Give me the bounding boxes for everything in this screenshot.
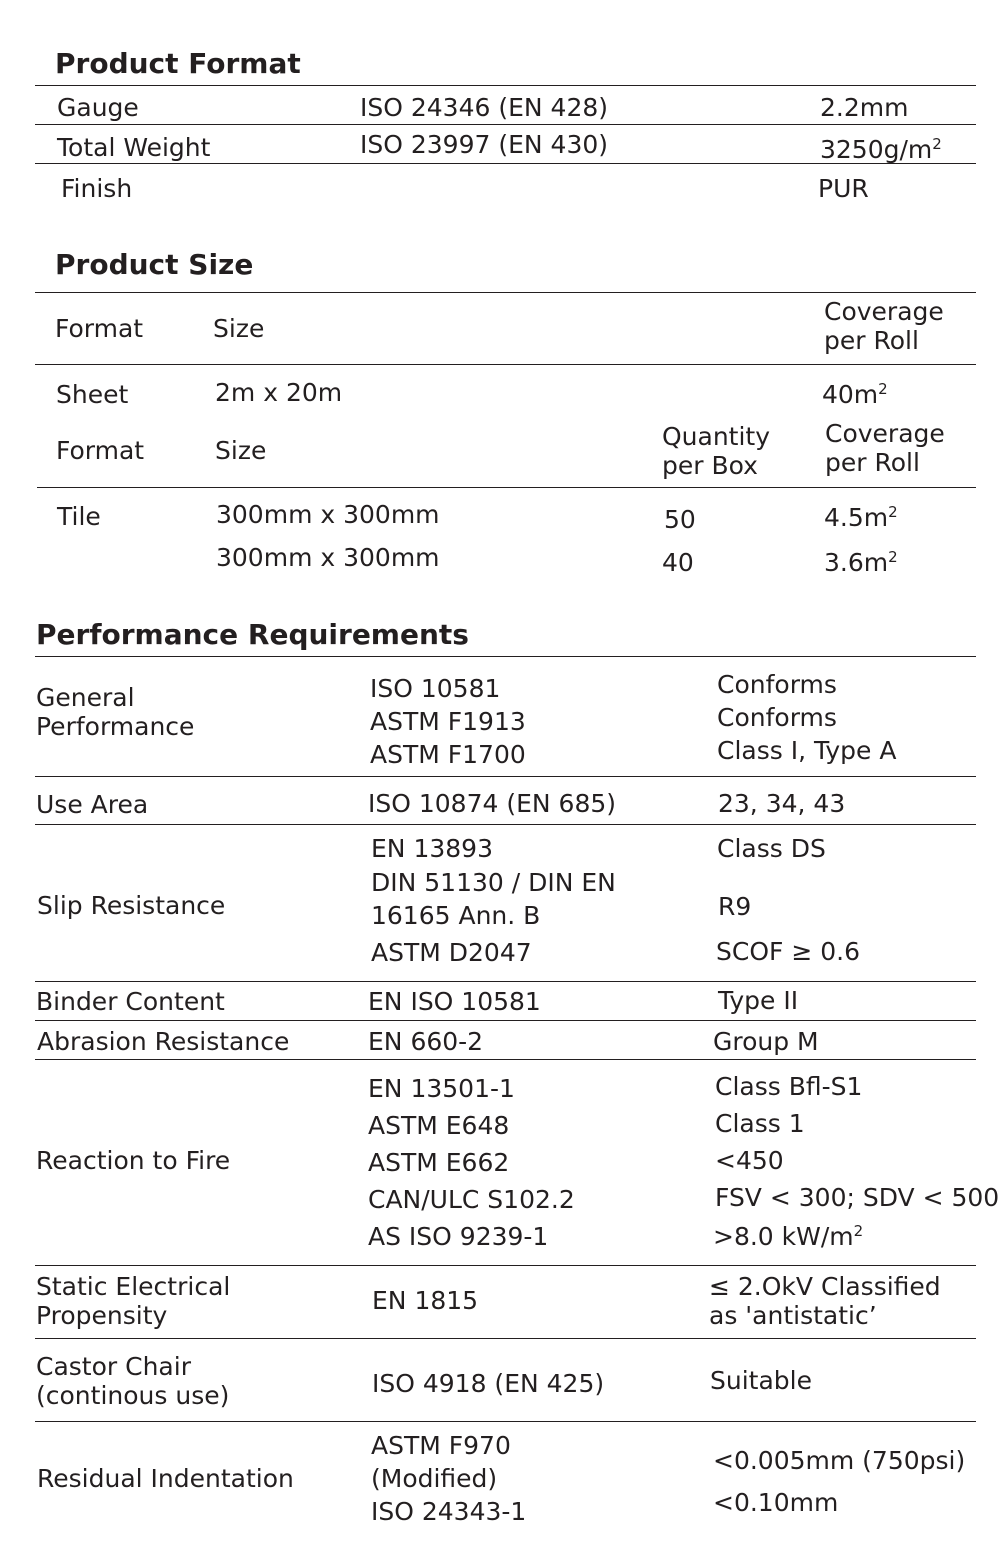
sheet-coverage: $40m^2$ bbox=[822, 380, 888, 409]
binder-content-label: Binder Content bbox=[36, 987, 225, 1016]
tile-coverage: $3.6m^2$ bbox=[824, 548, 898, 577]
divider bbox=[35, 1338, 976, 1339]
tile-quantity: 50 bbox=[664, 505, 696, 534]
performance-heading: Performance Requirements bbox=[36, 618, 469, 651]
general-performance-results: Conforms Conforms Class I, Type A bbox=[717, 670, 897, 765]
use-area-standard: ISO 10874 (EN 685) bbox=[368, 789, 617, 818]
reaction-to-fire-result: >8.0 $kW/m^2$ bbox=[713, 1222, 864, 1251]
tile-coverage-header: Coverage per Roll bbox=[825, 419, 945, 477]
total-weight-label: Total Weight bbox=[57, 133, 211, 162]
gauge-value: 2.2mm bbox=[820, 93, 909, 122]
tile-quantity: 40 bbox=[662, 548, 694, 577]
use-area-label: Use Area bbox=[36, 790, 149, 819]
general-performance-label: General Performance bbox=[36, 683, 195, 741]
tile-coverage: $4.5m^2$ bbox=[824, 503, 898, 532]
castor-chair-standard: ISO 4918 (EN 425) bbox=[372, 1369, 605, 1398]
sheet-format-header: Format bbox=[55, 314, 144, 343]
divider bbox=[35, 824, 976, 825]
divider bbox=[35, 1421, 976, 1422]
reaction-to-fire-results: Class Bfl-S1 Class 1 <450 FSV < 300; SDV < 500 bbox=[715, 1072, 1000, 1212]
divider bbox=[35, 776, 976, 777]
gauge-label: Gauge bbox=[57, 93, 139, 122]
reaction-to-fire-label: Reaction to Fire bbox=[36, 1146, 231, 1175]
divider bbox=[35, 364, 976, 365]
abrasion-resistance-standard: EN 660-2 bbox=[368, 1027, 484, 1056]
reaction-to-fire-standards: EN 13501-1 ASTM E648 ASTM E662 CAN/ULC S102.2 AS ISO 9239-1 bbox=[368, 1074, 575, 1251]
residual-indentation-label: Residual Indentation bbox=[37, 1464, 294, 1493]
tile-quantity-header: Quantity per Box bbox=[662, 422, 771, 480]
tile-size: 300mm x 300mm bbox=[216, 500, 440, 529]
divider bbox=[35, 1020, 976, 1021]
general-performance-standards: ISO 10581 ASTM F1913 ASTM F1700 bbox=[370, 674, 526, 769]
tile-format-header: Format bbox=[56, 436, 145, 465]
slip-result: R9 bbox=[718, 892, 752, 921]
tile-size: 300mm x 300mm bbox=[216, 543, 440, 572]
sheet-coverage-header: Coverage per Roll bbox=[824, 297, 944, 355]
sheet-size-header: Size bbox=[213, 314, 265, 343]
abrasion-resistance-label: Abrasion Resistance bbox=[37, 1027, 290, 1056]
binder-content-standard: EN ISO 10581 bbox=[368, 987, 541, 1016]
divider bbox=[35, 1059, 976, 1060]
tile-size-header: Size bbox=[215, 436, 267, 465]
divider bbox=[35, 124, 976, 125]
product-size-heading: Product Size bbox=[55, 248, 254, 281]
product-format-heading: Product Format bbox=[55, 47, 301, 80]
castor-chair-label: Castor Chair (continous use) bbox=[36, 1352, 230, 1410]
slip-resistance-label: Slip Resistance bbox=[37, 891, 226, 920]
abrasion-resistance-result: Group M bbox=[713, 1027, 819, 1056]
divider bbox=[35, 292, 976, 293]
finish-label: Finish bbox=[61, 174, 133, 203]
binder-content-result: Type II bbox=[718, 986, 799, 1015]
static-electrical-result: ≤ 2.OkV Classified as 'antistatic’ bbox=[709, 1272, 941, 1330]
gauge-standard: ISO 24346 (EN 428) bbox=[360, 93, 609, 122]
slip-result: Class DS bbox=[717, 834, 826, 863]
static-electrical-label: Static Electrical Propensity bbox=[36, 1272, 231, 1330]
sheet-size: 2m x 20m bbox=[215, 378, 343, 407]
divider bbox=[35, 163, 976, 164]
finish-value: PUR bbox=[818, 174, 869, 203]
divider bbox=[35, 656, 976, 657]
divider bbox=[35, 981, 976, 982]
castor-chair-result: Suitable bbox=[710, 1366, 812, 1395]
use-area-result: 23, 34, 43 bbox=[718, 789, 846, 818]
sheet-format: Sheet bbox=[56, 380, 129, 409]
total-weight-value: $3250g/m^2$ bbox=[820, 135, 942, 164]
tile-format: Tile bbox=[57, 502, 101, 531]
divider bbox=[37, 487, 976, 488]
slip-standard: DIN 51130 / DIN EN 16165 Ann. B bbox=[371, 868, 616, 930]
total-weight-standard: ISO 23997 (EN 430) bbox=[360, 130, 609, 159]
static-electrical-standard: EN 1815 bbox=[372, 1286, 479, 1315]
slip-result: SCOF ≥ 0.6 bbox=[716, 937, 860, 966]
residual-indentation-standards: ASTM F970 (Modified) ISO 24343-1 bbox=[371, 1431, 527, 1526]
slip-standard: EN 13893 bbox=[371, 834, 493, 863]
divider bbox=[35, 85, 976, 86]
residual-indentation-results: <0.005mm (750psi) <0.10mm bbox=[713, 1446, 966, 1517]
divider bbox=[35, 1265, 976, 1266]
slip-standard: ASTM D2047 bbox=[371, 938, 532, 967]
